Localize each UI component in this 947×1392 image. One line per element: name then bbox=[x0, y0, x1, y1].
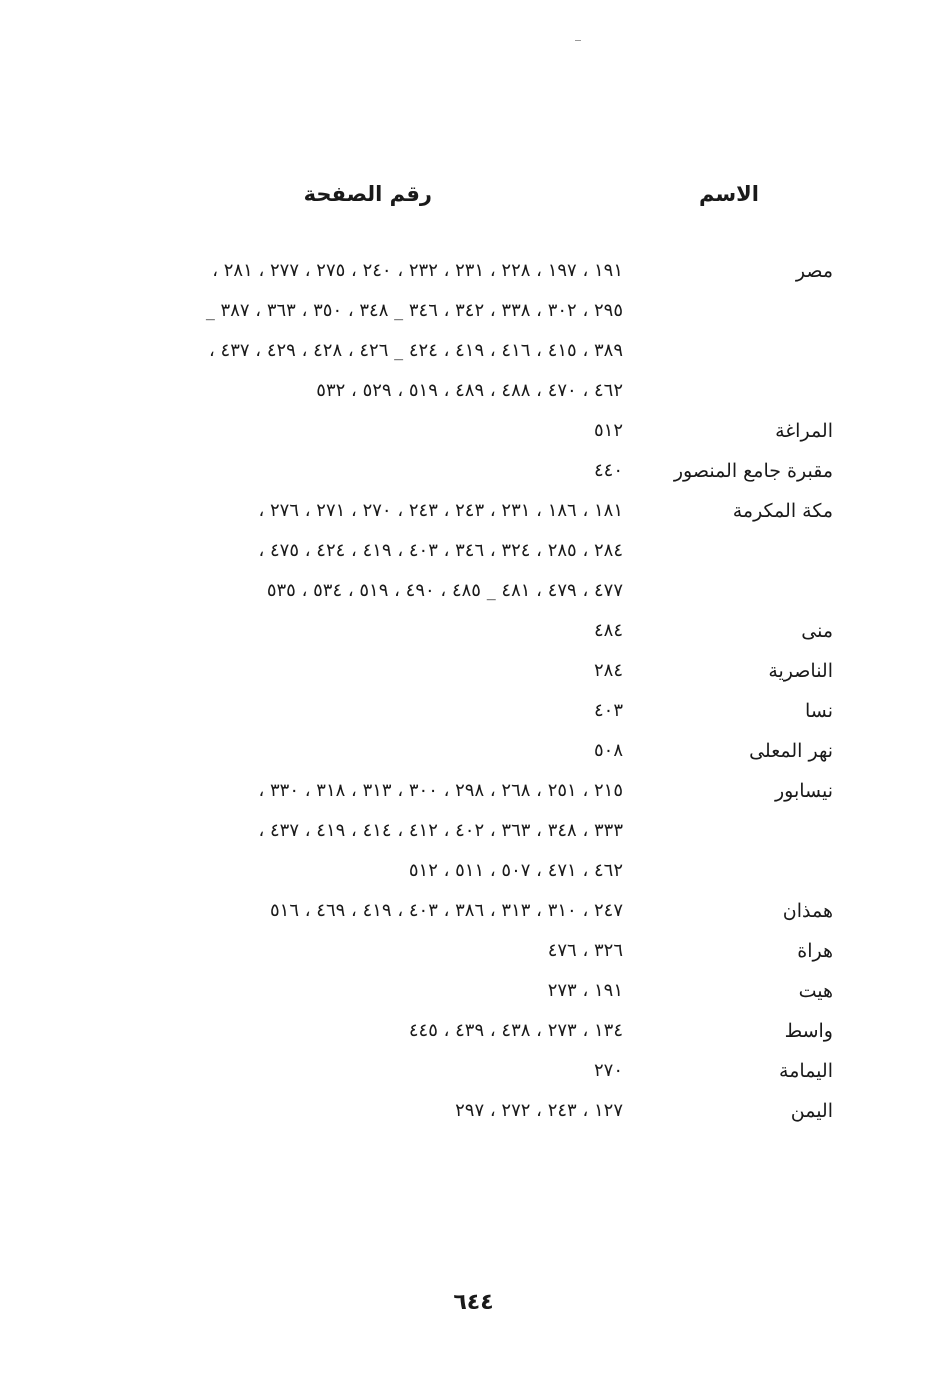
page-reference-line: ٢٨٤ ، ٢٨٥ ، ٣٢٤ ، ٣٤٦ ، ٤٠٣ ، ٤١٩ ، ٤٢٤ ، ٤٧٥ ، bbox=[258, 540, 623, 561]
page-reference-line: ١٩١ ، ٢٧٣ bbox=[547, 980, 623, 1001]
page-references bbox=[123, 491, 623, 611]
page-references bbox=[123, 611, 623, 651]
place-name: نهر المعلى bbox=[749, 740, 833, 762]
index-entry bbox=[0, 971, 947, 1011]
page-reference-line: ٥٠٨ bbox=[593, 740, 623, 761]
place-name: مكة المكرمة bbox=[732, 500, 833, 522]
page-references bbox=[123, 451, 623, 491]
index-entry bbox=[0, 491, 947, 611]
page-reference-line: ٢٨٤ bbox=[593, 660, 623, 681]
index-entry bbox=[0, 451, 947, 491]
index-entries bbox=[0, 251, 947, 1131]
index-entry bbox=[0, 1051, 947, 1091]
index-header bbox=[0, 182, 947, 222]
page-references bbox=[123, 411, 623, 451]
page-reference-line: ١٨١ ، ١٨٦ ، ٢٣١ ، ٢٤٣ ، ٢٤٣ ، ٢٧٠ ، ٢٧١ ، ٢٧٦ ، bbox=[258, 500, 623, 521]
page-reference-line: ٣٨٩ ، ٤١٥ ، ٤١٦ ، ٤١٩ ، ٤٢٤ _ ٤٢٦ ، ٤٢٨ ، ٤٢٩ ، ٤٣٧ ، bbox=[209, 340, 623, 361]
page-references bbox=[123, 1011, 623, 1051]
index-entry bbox=[0, 411, 947, 451]
page-references bbox=[123, 971, 623, 1011]
place-name: هيت bbox=[798, 980, 833, 1002]
page-references bbox=[123, 891, 623, 931]
page-references bbox=[123, 931, 623, 971]
place-name: المراغة bbox=[775, 420, 833, 442]
place-name: نيسابور bbox=[774, 780, 833, 802]
place-name: اليمن bbox=[790, 1100, 833, 1122]
index-entry bbox=[0, 611, 947, 651]
page-reference-line: ٢٧٠ bbox=[593, 1060, 623, 1081]
place-name: مصر bbox=[795, 260, 833, 282]
index-entry bbox=[0, 251, 947, 411]
place-name: مقبرة جامع المنصور bbox=[673, 460, 833, 482]
pages-column-heading: رقم الصفحة bbox=[303, 182, 432, 206]
page-references bbox=[123, 651, 623, 691]
page-reference-line: ٥١٢ bbox=[593, 420, 623, 441]
page-reference-line: ٤٦٢ ، ٤٧٠ ، ٤٨٨ ، ٤٨٩ ، ٥١٩ ، ٥٢٩ ، ٥٣٢ bbox=[316, 380, 623, 401]
page-references bbox=[123, 1091, 623, 1131]
page-reference-line: ٤٤٠ bbox=[593, 460, 623, 481]
index-entry bbox=[0, 1091, 947, 1131]
place-name: منى bbox=[801, 620, 833, 642]
page-reference-line: ٤٨٤ bbox=[593, 620, 623, 641]
place-name: الناصرية bbox=[768, 660, 833, 682]
index-entry bbox=[0, 691, 947, 731]
place-name: اليمامة bbox=[779, 1060, 833, 1082]
place-name: هراة bbox=[797, 940, 833, 962]
page-reference-line: ٣٢٦ ، ٤٧٦ bbox=[547, 940, 623, 961]
page-reference-line: ٢١٥ ، ٢٥١ ، ٢٦٨ ، ٢٩٨ ، ٣٠٠ ، ٣١٣ ، ٣١٨ ، ٣٣٠ ، bbox=[258, 780, 623, 801]
page-reference-line: ٤٧٧ ، ٤٧٩ ، ٤٨١ _ ٤٨٥ ، ٤٩٠ ، ٥١٩ ، ٥٣٤ ، ٥٣٥ bbox=[266, 580, 623, 601]
index-entry bbox=[0, 651, 947, 691]
page-references bbox=[123, 771, 623, 891]
index-entry bbox=[0, 731, 947, 771]
page-reference-line: ٤٦٢ ، ٤٧١ ، ٥٠٧ ، ٥١١ ، ٥١٢ bbox=[408, 860, 623, 881]
place-name: واسط bbox=[784, 1020, 833, 1042]
page-reference-line: ٢٤٧ ، ٣١٠ ، ٣١٣ ، ٣٨٦ ، ٤٠٣ ، ٤١٩ ، ٤٦٩ ، ٥١٦ bbox=[270, 900, 623, 921]
index-entry bbox=[0, 931, 947, 971]
page-reference-line: ١٣٤ ، ٢٧٣ ، ٤٣٨ ، ٤٣٩ ، ٤٤٥ bbox=[408, 1020, 623, 1041]
place-name: نسا bbox=[804, 700, 833, 722]
page-references bbox=[123, 731, 623, 771]
index-entry bbox=[0, 771, 947, 891]
name-column-heading: الاسم bbox=[699, 182, 759, 206]
index-entry bbox=[0, 891, 947, 931]
page-reference-line: ١٢٧ ، ٢٤٣ ، ٢٧٢ ، ٢٩٧ bbox=[455, 1100, 623, 1121]
page-reference-line: ٣٣٣ ، ٣٤٨ ، ٣٦٣ ، ٤٠٢ ، ٤١٢ ، ٤١٤ ، ٤١٩ ، ٤٣٧ ، bbox=[258, 820, 623, 841]
place-name: همذان bbox=[782, 900, 833, 922]
page-reference-line: ٢٩٥ ، ٣٠٢ ، ٣٣٨ ، ٣٤٢ ، ٣٤٦ _ ٣٤٨ ، ٣٥٠ ، ٣٦٣ ، ٣٨٧ _ bbox=[205, 300, 623, 321]
page-reference-line: ٤٠٣ bbox=[593, 700, 623, 721]
page-references bbox=[123, 251, 623, 411]
print-speck bbox=[575, 40, 581, 41]
page-references bbox=[123, 691, 623, 731]
page-reference-line: ١٩١ ، ١٩٧ ، ٢٢٨ ، ٢٣١ ، ٢٣٢ ، ٢٤٠ ، ٢٧٥ ، ٢٧٧ ، ٢٨١ ، bbox=[212, 260, 623, 281]
page-references bbox=[123, 1051, 623, 1091]
page-number: ٦٤٤ bbox=[453, 1290, 494, 1315]
index-entry bbox=[0, 1011, 947, 1051]
